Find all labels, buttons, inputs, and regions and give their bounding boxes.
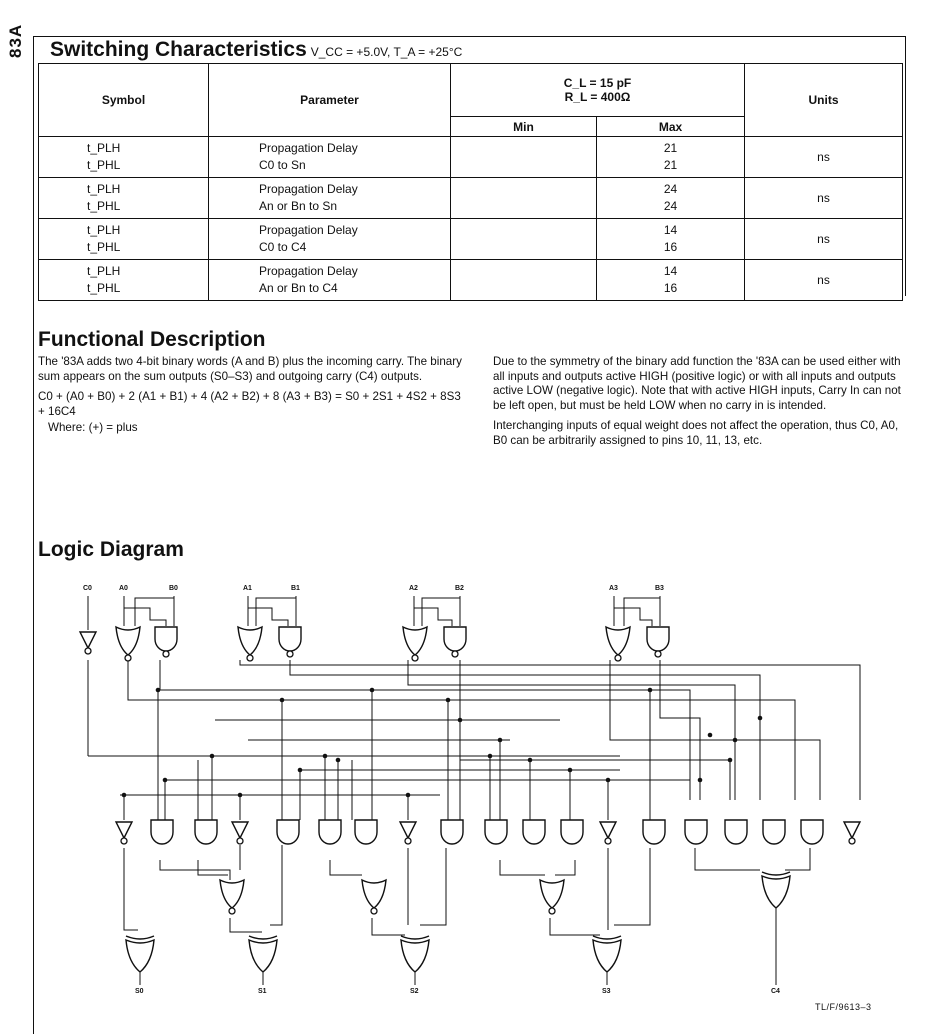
input-label-b2: B2 [455, 585, 464, 592]
symbol-tplh: t_PLH [87, 182, 121, 196]
functional-where: Where: (+) = plus [48, 421, 138, 434]
functional-paragraph-3: Interchanging inputs of equal weight does not affect the operation, thus C0, A0, B0 can be arbitrarily assigned to pins 10, 11, 13, etc. [493, 419, 899, 447]
max-value-2: 16 [663, 240, 678, 254]
side-tab-label: 83A [6, 23, 25, 58]
table-row [39, 219, 903, 260]
symbol-tphl: t_PHL [87, 240, 121, 254]
symbol-cell [39, 178, 209, 219]
input-label-a1: A1 [243, 585, 252, 592]
max-value-2: 21 [663, 158, 678, 172]
output-label-s2: S2 [410, 988, 419, 995]
parameter-line1: Propagation Delay [259, 264, 358, 278]
figure-id: TL/F/9613–3 [815, 1002, 872, 1012]
units-cell: ns [745, 137, 903, 178]
input-label-a0: A0 [119, 585, 128, 592]
max-value-1: 21 [663, 141, 678, 155]
symbol-cell [39, 219, 209, 260]
header-max: Max [597, 117, 745, 137]
parameter-cell [209, 219, 451, 260]
functional-title: Functional Description [38, 328, 266, 351]
input-label-b3: B3 [655, 585, 664, 592]
functional-paragraph-1: The '83A adds two 4-bit binary words (A and B) plus the incoming carry. The binary sum appears on the sum outputs (S0–S3) and outgoing carry (C4) outputs. [38, 355, 462, 383]
max-value-1: 24 [663, 182, 678, 196]
min-cell [451, 219, 597, 260]
header-symbol: Symbol [39, 64, 209, 137]
max-value-2: 24 [663, 199, 678, 213]
table-row [39, 178, 903, 219]
output-label-s3: S3 [602, 988, 611, 995]
max-cell [597, 260, 745, 301]
min-cell [451, 178, 597, 219]
header-min: Min [451, 117, 597, 137]
max-cell [597, 137, 745, 178]
parameter-cell [209, 260, 451, 301]
parameter-line2: An or Bn to C4 [259, 281, 338, 295]
switching-table [38, 63, 903, 301]
max-cell [597, 219, 745, 260]
parameter-cell [209, 178, 451, 219]
parameter-line1: Propagation Delay [259, 223, 358, 237]
parameter-line1: Propagation Delay [259, 141, 358, 155]
max-cell [597, 178, 745, 219]
frame-top-rule [33, 36, 905, 37]
parameter-line1: Propagation Delay [259, 182, 358, 196]
symbol-tplh: t_PLH [87, 264, 121, 278]
frame-right-rule [905, 36, 906, 296]
logic-title: Logic Diagram [38, 538, 184, 561]
parameter-cell [209, 137, 451, 178]
symbol-tphl: t_PHL [87, 158, 121, 172]
symbol-tplh: t_PLH [87, 223, 121, 237]
parameter-line2: An or Bn to Sn [259, 199, 338, 213]
header-parameter: Parameter [209, 64, 451, 137]
output-label-s1: S1 [258, 988, 267, 995]
symbol-tplh: t_PLH [87, 141, 121, 155]
switching-title [50, 38, 462, 62]
header-rl: R_L = 400Ω [564, 90, 631, 104]
functional-right-column [493, 355, 901, 454]
input-label-b1: B1 [291, 585, 300, 592]
max-value-1: 14 [663, 223, 678, 237]
table-row [39, 137, 903, 178]
output-label-c4: C4 [771, 988, 780, 995]
symbol-cell [39, 137, 209, 178]
functional-left-column [38, 355, 468, 442]
header-cl: C_L = 15 pF [563, 76, 632, 90]
table-row [39, 260, 903, 301]
parameter-line2: C0 to Sn [259, 158, 306, 172]
functional-paragraph-2: Due to the symmetry of the binary add function the '83A can be used either with all inputs and outputs active HIGH (positive logic) or with all inputs and outputs active LOW (negative logic). Note that with active HIGH inputs, Carry In can not be left open, but must be held LOW when no carry in is intended. [493, 355, 901, 412]
min-cell [451, 260, 597, 301]
header-load-conditions [451, 64, 745, 117]
symbol-tphl: t_PHL [87, 199, 121, 213]
max-value-1: 14 [663, 264, 678, 278]
switching-title-text: Switching Characteristics [50, 38, 307, 61]
max-value-2: 16 [663, 281, 678, 295]
symbol-tphl: t_PHL [87, 281, 121, 295]
units-cell: ns [745, 260, 903, 301]
min-cell [451, 137, 597, 178]
input-label-c0: C0 [83, 585, 92, 592]
symbol-cell [39, 260, 209, 301]
units-cell: ns [745, 178, 903, 219]
header-units: Units [745, 64, 903, 137]
frame-left-rule [33, 36, 34, 1034]
input-label-b0: B0 [169, 585, 178, 592]
input-label-a2: A2 [409, 585, 418, 592]
output-label-s0: S0 [135, 988, 144, 995]
switching-conditions: V_CC = +5.0V, T_A = +25°C [310, 45, 463, 59]
parameter-line2: C0 to C4 [259, 240, 307, 254]
input-label-a3: A3 [609, 585, 618, 592]
functional-equation: C0 + (A0 + B0) + 2 (A1 + B1) + 4 (A2 + B2) + 8 (A3 + B3) = S0 + 2S1 + 4S2 + 8S3 + 16C4 [38, 390, 461, 418]
units-cell: ns [745, 219, 903, 260]
